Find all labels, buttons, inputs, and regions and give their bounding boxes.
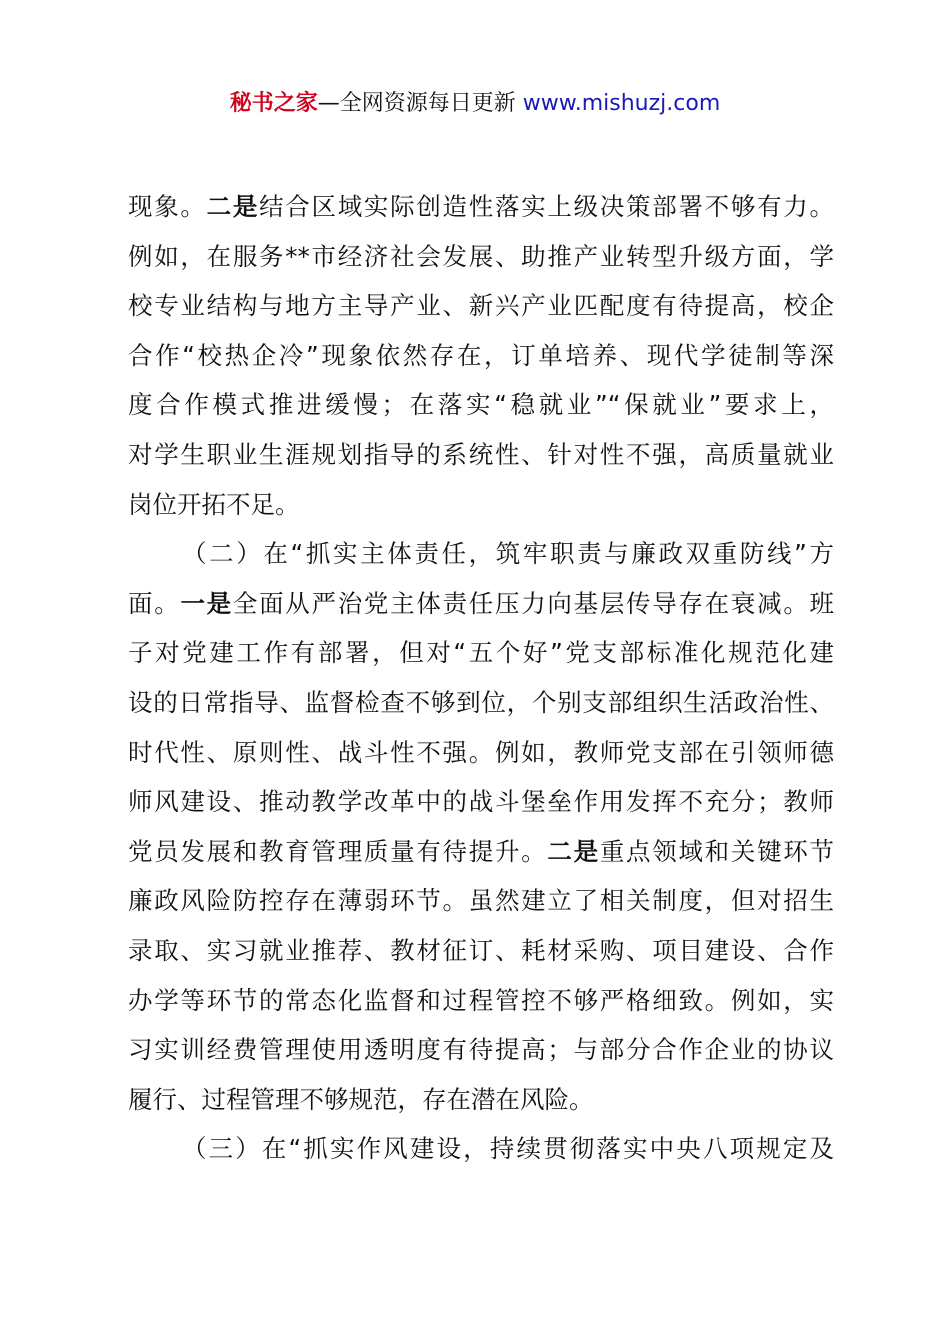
- page-header: [0, 88, 950, 120]
- text-segment: 结合区域实际创造性落实上级决策部署不够有力。: [259, 192, 835, 221]
- text-segment: 设的日常指导、监督检查不够到位，个别支部组织生活政治性、: [128, 687, 834, 717]
- text-line: [128, 876, 834, 926]
- text-segment: （二）在“抓实主体责任，筑牢职责与廉政双重防线”方: [182, 539, 834, 569]
- text-line: [128, 628, 834, 678]
- text-line: [128, 480, 834, 530]
- text-line: [128, 976, 834, 1026]
- text-line: [128, 380, 834, 430]
- brand-name: 秘书之家: [229, 91, 318, 116]
- bold-keyword: 一是: [180, 588, 233, 618]
- text-line: [128, 232, 834, 282]
- text-segment: 履行、过程管理不够规范，存在潜在风险。: [128, 1084, 594, 1114]
- bold-keyword: 二是: [547, 836, 600, 866]
- text-segment: 录取、实习就业推荐、教材征订、耗材采购、项目建设、合作: [128, 935, 834, 965]
- text-line: [128, 728, 834, 778]
- text-segment: 办学等环节的常态化监督和过程管控不够严格细致。例如，实: [128, 985, 834, 1015]
- text-line: [128, 926, 834, 976]
- text-segment: 校专业结构与地方主导产业、新兴产业匹配度有待提高，校企: [128, 291, 834, 321]
- text-segment: 重点领域和关键环节: [599, 836, 835, 866]
- text-line: [128, 281, 834, 331]
- text-segment: 时代性、原则性、战斗性不强。例如，教师党支部在引领师德: [128, 737, 834, 767]
- text-line: [128, 579, 834, 629]
- text-segment: 师风建设、推动教学改革中的战斗堡垒作用发挥不充分；教师: [128, 787, 834, 817]
- text-segment: 合作“校热企冷”现象依然存在，订单培养、现代学徒制等深: [128, 340, 834, 370]
- text-line: [128, 1075, 834, 1125]
- text-line: [128, 827, 834, 877]
- text-segment: 子对党建工作有部署，但对“五个好”党支部标准化规范化建: [128, 638, 834, 668]
- text-segment: 党员发展和教育管理质量有待提升。: [128, 836, 548, 866]
- text-segment: 对学生职业生涯规划指导的系统性、针对性不强，高质量就业: [128, 439, 834, 469]
- text-segment: 例如，在服务**市经济社会发展、助推产业转型升级方面，学: [128, 241, 834, 271]
- text-segment: 面。: [128, 588, 181, 618]
- text-segment: （三）在“抓实作风建设，持续贯彻落实中央八项规定及: [182, 1134, 834, 1164]
- document-body: [128, 182, 834, 1174]
- text-line: [128, 331, 834, 381]
- text-segment: 廉政风险防控存在薄弱环节。虽然建立了相关制度，但对招生: [128, 886, 834, 916]
- text-line: [128, 529, 834, 579]
- text-segment: 全面从严治党主体责任压力向基层传导存在衰减。班: [232, 588, 835, 618]
- site-url-link[interactable]: www.mishuzj.com: [522, 91, 721, 116]
- text-line: [128, 1124, 834, 1174]
- bold-keyword: 二是: [206, 192, 260, 221]
- text-segment: 岗位开拓不足。: [128, 489, 300, 519]
- header-slogan: —全网资源每日更新: [317, 91, 523, 116]
- text-line: [128, 430, 834, 480]
- text-segment: 习实训经费管理使用透明度有待提高；与部分合作企业的协议: [128, 1035, 834, 1065]
- text-segment: 现象。: [128, 192, 207, 221]
- text-line: [128, 678, 834, 728]
- text-segment: 度合作模式推进缓慢；在落实“稳就业”“保就业”要求上，: [128, 390, 834, 420]
- text-line: [128, 1025, 834, 1075]
- text-line: [128, 777, 834, 827]
- text-line: [128, 182, 834, 232]
